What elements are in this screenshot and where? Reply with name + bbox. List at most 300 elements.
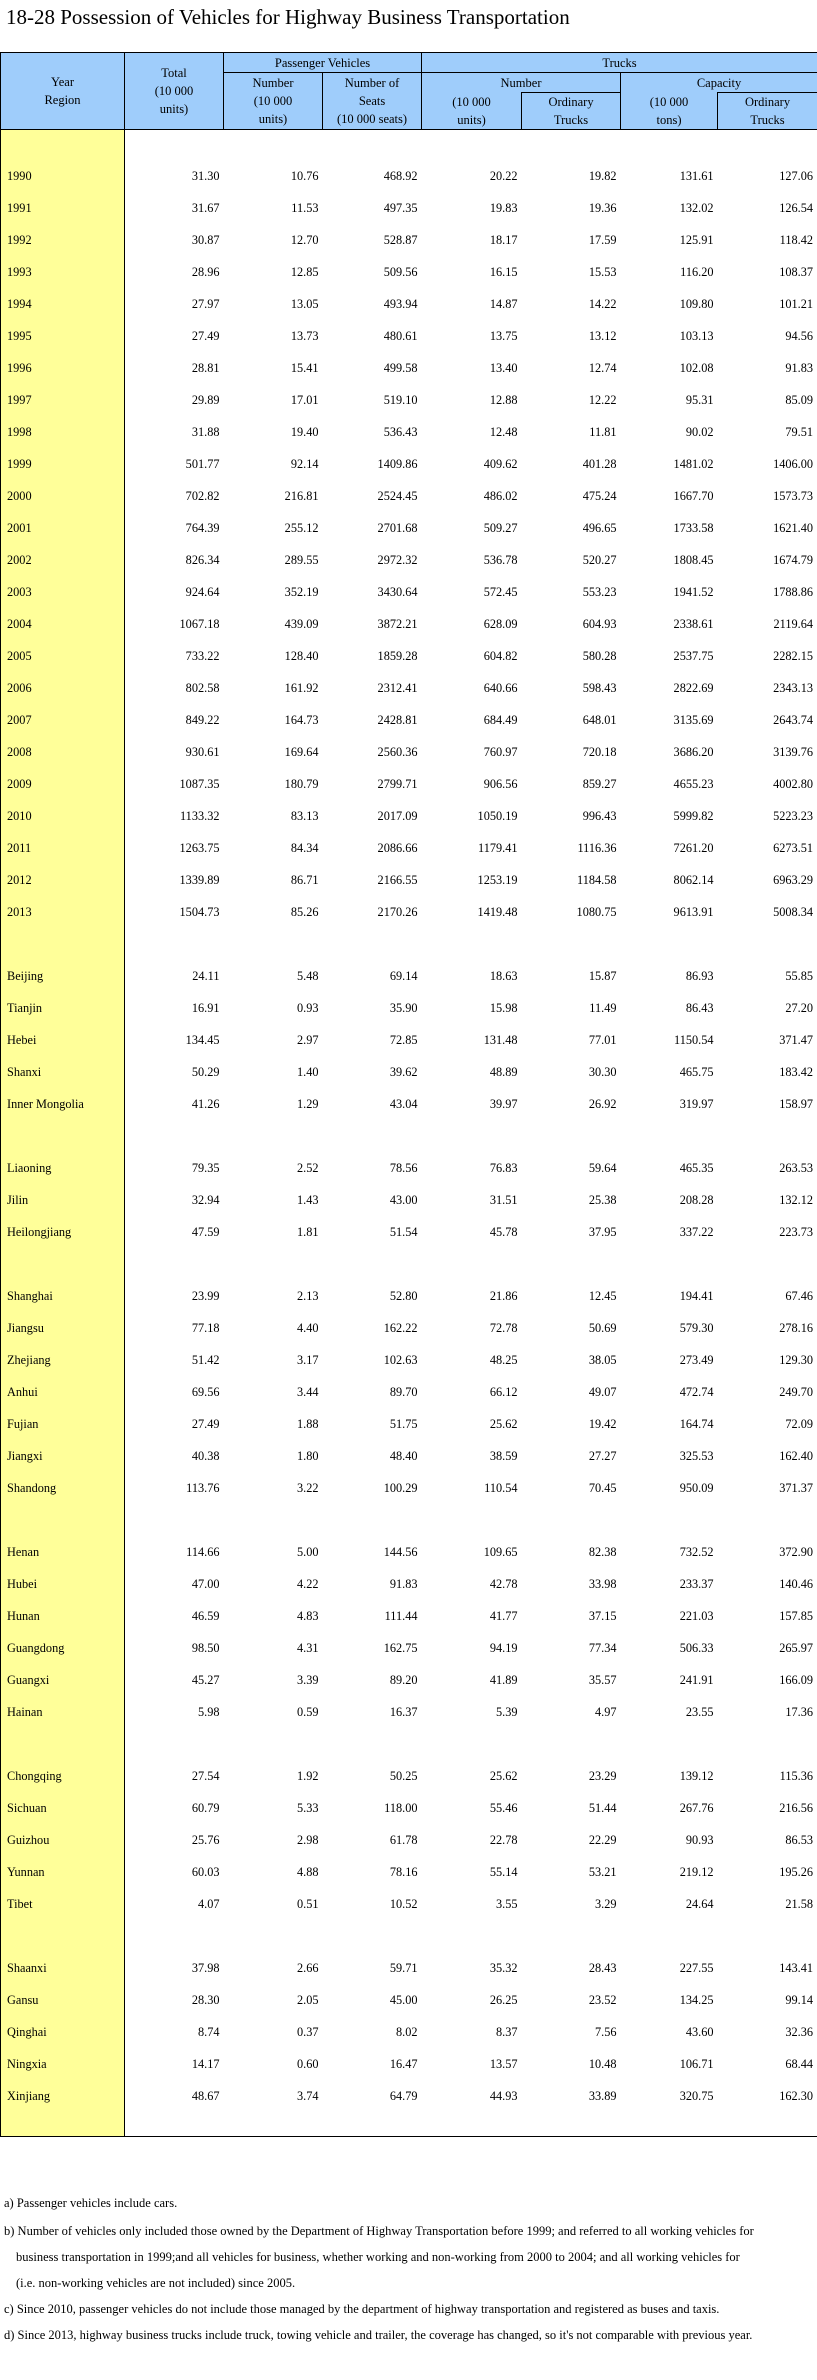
header-pv-number-unit2: units) bbox=[258, 112, 288, 126]
row-value bbox=[323, 1920, 422, 1952]
row-label: 1999 bbox=[1, 448, 125, 480]
row-value: 94.56 bbox=[718, 320, 817, 352]
row-value: 278.16 bbox=[718, 1312, 817, 1344]
row-value: 48.40 bbox=[389, 1449, 418, 1463]
row-value bbox=[718, 1248, 817, 1280]
row-value: 267.76 bbox=[679, 1801, 714, 1815]
row-label bbox=[1, 2112, 125, 2137]
table-row bbox=[1, 1216, 817, 1248]
table-row bbox=[1, 992, 817, 1024]
row-value: 3872.21 bbox=[377, 617, 418, 631]
table-row bbox=[1, 1824, 817, 1856]
row-value: 37.95 bbox=[588, 1225, 617, 1239]
row-value: 27.54 bbox=[191, 1769, 220, 1783]
row-value bbox=[522, 1920, 621, 1952]
table-row bbox=[1, 1024, 817, 1056]
footnote-b: b) Number of vehicles only included those owned by the Department of Highway Transportation before 1999; and referred to all working vehicles for bbox=[4, 2224, 754, 2238]
row-value: 51.75 bbox=[389, 1417, 418, 1431]
row-value: 2086.66 bbox=[377, 841, 418, 855]
row-label: Sichuan bbox=[1, 1792, 125, 1824]
row-value: 579.30 bbox=[679, 1321, 714, 1335]
row-value: 2524.45 bbox=[377, 489, 418, 503]
row-value: 1.80 bbox=[296, 1449, 319, 1463]
header-trucks-group: Trucks bbox=[422, 53, 817, 73]
row-value: 126.54 bbox=[718, 192, 817, 224]
row-value: 263.53 bbox=[718, 1152, 817, 1184]
row-label: Fujian bbox=[1, 1408, 125, 1440]
row-value: 35.32 bbox=[489, 1961, 518, 1975]
footnote-d: d) Since 2013, highway business trucks include truck, towing vehicle and trailer, the coverage has changed, so it's not comparable with previous year. bbox=[4, 2328, 753, 2342]
header-pv-number bbox=[224, 73, 323, 130]
row-value: 12.85 bbox=[290, 265, 319, 279]
row-value: 43.04 bbox=[389, 1097, 418, 1111]
row-value: 1733.58 bbox=[673, 521, 714, 535]
row-value: 127.06 bbox=[718, 160, 817, 192]
row-value: 536.43 bbox=[383, 425, 418, 439]
row-value: 27.27 bbox=[588, 1449, 617, 1463]
row-value: 77.18 bbox=[191, 1321, 220, 1335]
row-value: 134.25 bbox=[679, 1993, 714, 2007]
row-value: 38.59 bbox=[489, 1449, 518, 1463]
spacer-row bbox=[1, 1120, 817, 1152]
row-label: Hubei bbox=[1, 1568, 125, 1600]
row-value: 273.49 bbox=[679, 1353, 714, 1367]
header-tr-ordinary-label2: Trucks bbox=[553, 113, 589, 127]
table-row bbox=[1, 2016, 817, 2048]
row-label bbox=[1, 1920, 125, 1952]
table-row bbox=[1, 768, 817, 800]
row-value: 208.28 bbox=[679, 1193, 714, 1207]
row-value: 51.54 bbox=[389, 1225, 418, 1239]
row-value: 604.93 bbox=[582, 617, 617, 631]
row-value: 134.45 bbox=[185, 1033, 220, 1047]
row-label: 2008 bbox=[1, 736, 125, 768]
row-value bbox=[125, 1248, 224, 1280]
row-label: 1997 bbox=[1, 384, 125, 416]
row-value: 99.14 bbox=[718, 1984, 817, 2016]
footnote-a: a) Passenger vehicles include cars. bbox=[4, 2196, 178, 2210]
row-value: 732.52 bbox=[679, 1545, 714, 1559]
row-value bbox=[718, 1728, 817, 1760]
row-value: 41.77 bbox=[489, 1609, 518, 1623]
row-label: Yunnan bbox=[1, 1856, 125, 1888]
row-value: 52.80 bbox=[389, 1289, 418, 1303]
row-value: 465.35 bbox=[679, 1161, 714, 1175]
row-value: 2119.64 bbox=[718, 608, 817, 640]
row-value: 1116.36 bbox=[577, 841, 617, 855]
row-value: 21.58 bbox=[718, 1888, 817, 1920]
row-value: 0.59 bbox=[296, 1705, 319, 1719]
row-value: 6963.29 bbox=[718, 864, 817, 896]
row-value: 536.78 bbox=[483, 553, 518, 567]
table-row bbox=[1, 864, 817, 896]
row-value: 41.89 bbox=[489, 1673, 518, 1687]
row-value: 2537.75 bbox=[673, 649, 714, 663]
row-label: Guizhou bbox=[1, 1824, 125, 1856]
row-value: 1067.18 bbox=[179, 617, 220, 631]
row-label bbox=[1, 928, 125, 960]
row-label: 2006 bbox=[1, 672, 125, 704]
row-label: Shanxi bbox=[1, 1056, 125, 1088]
table-row bbox=[1, 1376, 817, 1408]
row-label: 2012 bbox=[1, 864, 125, 896]
row-value: 528.87 bbox=[383, 233, 418, 247]
row-value: 91.83 bbox=[389, 1577, 418, 1591]
row-value: 1179.41 bbox=[478, 841, 518, 855]
row-value: 12.74 bbox=[588, 361, 617, 375]
row-label: Tianjin bbox=[1, 992, 125, 1024]
row-value: 108.37 bbox=[718, 256, 817, 288]
row-value: 1.29 bbox=[296, 1097, 319, 1111]
row-label: Anhui bbox=[1, 1376, 125, 1408]
row-value: 31.51 bbox=[489, 1193, 518, 1207]
table-row bbox=[1, 640, 817, 672]
row-value: 684.49 bbox=[483, 713, 518, 727]
row-value: 468.92 bbox=[383, 169, 418, 183]
table-row bbox=[1, 480, 817, 512]
row-label: 2001 bbox=[1, 512, 125, 544]
row-value: 11.49 bbox=[589, 1001, 617, 1015]
row-label: 2007 bbox=[1, 704, 125, 736]
row-value: 2.52 bbox=[296, 1161, 319, 1175]
row-value bbox=[323, 1248, 422, 1280]
table-row bbox=[1, 1088, 817, 1120]
row-value: 924.64 bbox=[185, 585, 220, 599]
row-value: 764.39 bbox=[185, 521, 220, 535]
row-label bbox=[1, 130, 125, 161]
row-value: 12.70 bbox=[290, 233, 319, 247]
row-value bbox=[125, 928, 224, 960]
row-value bbox=[522, 1504, 621, 1536]
row-value bbox=[125, 2112, 224, 2137]
row-value: 27.20 bbox=[718, 992, 817, 1024]
row-value: 0.37 bbox=[296, 2025, 319, 2039]
row-value: 183.42 bbox=[718, 1056, 817, 1088]
row-value: 169.64 bbox=[284, 745, 319, 759]
row-value: 32.94 bbox=[191, 1193, 220, 1207]
row-value: 760.97 bbox=[483, 745, 518, 759]
row-value bbox=[323, 928, 422, 960]
row-value bbox=[125, 130, 224, 161]
row-value: 15.41 bbox=[290, 361, 319, 375]
row-value: 1.88 bbox=[296, 1417, 319, 1431]
row-value bbox=[125, 1504, 224, 1536]
row-value: 1150.54 bbox=[674, 1033, 714, 1047]
row-value: 16.37 bbox=[389, 1705, 418, 1719]
table-row bbox=[1, 1856, 817, 1888]
row-value: 143.41 bbox=[718, 1952, 817, 1984]
row-value bbox=[422, 1920, 522, 1952]
row-value: 47.59 bbox=[191, 1225, 220, 1239]
row-value: 48.67 bbox=[191, 2089, 220, 2103]
row-value: 72.78 bbox=[489, 1321, 518, 1335]
row-value: 98.50 bbox=[191, 1641, 220, 1655]
row-value: 241.91 bbox=[679, 1673, 714, 1687]
row-value: 49.07 bbox=[588, 1385, 617, 1399]
row-value: 475.24 bbox=[582, 489, 617, 503]
row-value: 520.27 bbox=[582, 553, 617, 567]
row-value: 50.69 bbox=[588, 1321, 617, 1335]
row-value: 580.28 bbox=[582, 649, 617, 663]
row-value bbox=[224, 1504, 323, 1536]
header-tr-number-unit1: (10 000 bbox=[452, 94, 491, 109]
header-year: Year bbox=[50, 75, 75, 89]
row-value: 337.22 bbox=[679, 1225, 714, 1239]
row-value: 497.35 bbox=[383, 201, 418, 215]
row-label: 2002 bbox=[1, 544, 125, 576]
row-label: 1991 bbox=[1, 192, 125, 224]
header-pv-seats bbox=[323, 73, 422, 130]
row-value: 996.43 bbox=[582, 809, 617, 823]
spacer-row bbox=[1, 130, 817, 161]
row-value: 90.93 bbox=[685, 1833, 714, 1847]
row-label: 2003 bbox=[1, 576, 125, 608]
row-value: 2822.69 bbox=[673, 681, 714, 695]
row-value bbox=[422, 928, 522, 960]
row-value: 31.88 bbox=[191, 425, 220, 439]
row-value: 47.00 bbox=[191, 1577, 220, 1591]
header-pv-number-label: Number bbox=[252, 76, 294, 90]
table-row bbox=[1, 1664, 817, 1696]
row-value bbox=[224, 1728, 323, 1760]
header-total-unit: (10 000 bbox=[154, 84, 194, 98]
row-value: 162.75 bbox=[383, 1641, 418, 1655]
row-value: 2343.13 bbox=[718, 672, 817, 704]
row-value: 67.46 bbox=[718, 1280, 817, 1312]
row-value bbox=[125, 1728, 224, 1760]
row-value: 8.74 bbox=[197, 2025, 220, 2039]
row-value: 702.82 bbox=[185, 489, 220, 503]
footnote-c: c) Since 2010, passenger vehicles do not include those managed by the department of highway transportation and registered as buses and taxis. bbox=[4, 2302, 720, 2316]
row-value: 2.13 bbox=[296, 1289, 319, 1303]
row-label: Tibet bbox=[1, 1888, 125, 1920]
row-value bbox=[522, 130, 621, 161]
row-value: 28.81 bbox=[191, 361, 220, 375]
row-value: 2338.61 bbox=[673, 617, 714, 631]
row-value: 72.09 bbox=[718, 1408, 817, 1440]
row-value: 102.08 bbox=[679, 361, 714, 375]
row-value: 13.57 bbox=[489, 2057, 518, 2071]
row-value bbox=[323, 1120, 422, 1152]
header-tr-capacity-unit bbox=[621, 93, 718, 130]
row-value: 23.55 bbox=[685, 1705, 714, 1719]
row-value: 37.98 bbox=[191, 1961, 220, 1975]
row-value: 8.02 bbox=[395, 2025, 418, 2039]
spacer-row bbox=[1, 1728, 817, 1760]
table-row bbox=[1, 704, 817, 736]
row-value: 13.73 bbox=[290, 329, 319, 343]
row-value: 1184.58 bbox=[577, 873, 617, 887]
row-value: 64.79 bbox=[389, 2089, 418, 2103]
row-value: 109.65 bbox=[483, 1545, 518, 1559]
row-value: 733.22 bbox=[185, 649, 220, 663]
row-value: 19.83 bbox=[489, 201, 518, 215]
row-value: 3.74 bbox=[296, 2089, 319, 2103]
header-total bbox=[125, 53, 224, 130]
row-value: 116.20 bbox=[680, 265, 714, 279]
row-value bbox=[323, 1728, 422, 1760]
row-value: 60.03 bbox=[191, 1865, 220, 1879]
row-value: 22.78 bbox=[489, 1833, 518, 1847]
row-value bbox=[522, 1248, 621, 1280]
header-year-region bbox=[1, 53, 125, 130]
row-value: 118.00 bbox=[384, 1801, 418, 1815]
row-value: 289.55 bbox=[284, 553, 319, 567]
table-row bbox=[1, 544, 817, 576]
row-value: 3430.64 bbox=[377, 585, 418, 599]
row-value: 10.52 bbox=[389, 1897, 418, 1911]
row-value: 5.48 bbox=[296, 969, 319, 983]
header-tr-cap-ordinary-label: Ordinary bbox=[744, 95, 791, 109]
row-value: 249.70 bbox=[718, 1376, 817, 1408]
row-value: 111.44 bbox=[384, 1609, 418, 1623]
row-label: 1994 bbox=[1, 288, 125, 320]
row-value: 35.57 bbox=[588, 1673, 617, 1687]
row-value: 2.98 bbox=[296, 1833, 319, 1847]
table-row bbox=[1, 608, 817, 640]
row-value: 106.71 bbox=[679, 2057, 714, 2071]
row-value: 89.70 bbox=[389, 1385, 418, 1399]
row-value: 85.26 bbox=[290, 905, 319, 919]
row-value: 77.34 bbox=[588, 1641, 617, 1655]
table-row bbox=[1, 896, 817, 928]
row-value: 41.26 bbox=[191, 1097, 220, 1111]
row-value: 4.97 bbox=[594, 1705, 617, 1719]
row-value: 33.89 bbox=[588, 2089, 617, 2103]
row-value: 509.27 bbox=[483, 521, 518, 535]
row-label: 2000 bbox=[1, 480, 125, 512]
row-value: 553.23 bbox=[582, 585, 617, 599]
row-value: 110.54 bbox=[484, 1481, 518, 1495]
row-value: 648.01 bbox=[582, 713, 617, 727]
row-value: 195.26 bbox=[718, 1856, 817, 1888]
row-value: 519.10 bbox=[383, 393, 418, 407]
row-value: 102.63 bbox=[383, 1353, 418, 1367]
row-value: 14.22 bbox=[588, 297, 617, 311]
row-value: 1667.70 bbox=[673, 489, 714, 503]
row-value: 45.78 bbox=[489, 1225, 518, 1239]
row-value: 1481.02 bbox=[673, 457, 714, 471]
header-pv-seats-unit: (10 000 seats) bbox=[336, 112, 408, 126]
row-value: 1621.40 bbox=[718, 512, 817, 544]
row-value: 18.17 bbox=[489, 233, 518, 247]
row-value: 4002.80 bbox=[718, 768, 817, 800]
row-value: 352.19 bbox=[284, 585, 319, 599]
row-value: 2701.68 bbox=[377, 521, 418, 535]
row-value: 4655.23 bbox=[673, 777, 714, 791]
table-row bbox=[1, 1472, 817, 1504]
row-value bbox=[323, 130, 422, 161]
row-value: 28.30 bbox=[191, 1993, 220, 2007]
row-value: 1.92 bbox=[296, 1769, 319, 1783]
row-value: 69.56 bbox=[191, 1385, 220, 1399]
table-row bbox=[1, 1536, 817, 1568]
row-value: 131.48 bbox=[483, 1033, 518, 1047]
row-value: 72.85 bbox=[389, 1033, 418, 1047]
row-value bbox=[422, 1728, 522, 1760]
row-value: 480.61 bbox=[383, 329, 418, 343]
row-value bbox=[621, 1248, 718, 1280]
row-value bbox=[522, 2112, 621, 2137]
row-label: 1990 bbox=[1, 160, 125, 192]
row-value: 95.31 bbox=[685, 393, 714, 407]
row-value: 51.42 bbox=[191, 1353, 220, 1367]
row-value: 4.07 bbox=[197, 1897, 220, 1911]
table-row bbox=[1, 320, 817, 352]
spacer-row bbox=[1, 928, 817, 960]
row-value bbox=[125, 1920, 224, 1952]
row-value: 1674.79 bbox=[718, 544, 817, 576]
row-value: 265.97 bbox=[718, 1632, 817, 1664]
row-value: 506.33 bbox=[679, 1641, 714, 1655]
row-value: 3.22 bbox=[296, 1481, 319, 1495]
row-value: 78.16 bbox=[389, 1865, 418, 1879]
row-label: Xinjiang bbox=[1, 2080, 125, 2112]
row-value: 44.93 bbox=[489, 2089, 518, 2103]
row-value: 0.51 bbox=[296, 1897, 319, 1911]
row-label: 1992 bbox=[1, 224, 125, 256]
row-value: 1339.89 bbox=[179, 873, 220, 887]
table-row bbox=[1, 1408, 817, 1440]
row-value: 13.75 bbox=[489, 329, 518, 343]
row-value: 14.87 bbox=[489, 297, 518, 311]
row-label: Qinghai bbox=[1, 2016, 125, 2048]
header-tr-capacity-unit2: tons) bbox=[656, 112, 682, 127]
row-value: 906.56 bbox=[483, 777, 518, 791]
row-value bbox=[422, 1504, 522, 1536]
row-value: 1.81 bbox=[296, 1225, 319, 1239]
row-value bbox=[621, 130, 718, 161]
row-value bbox=[718, 1504, 817, 1536]
row-value: 486.02 bbox=[483, 489, 518, 503]
row-value: 86.43 bbox=[685, 1001, 714, 1015]
row-value: 140.46 bbox=[718, 1568, 817, 1600]
table-row bbox=[1, 416, 817, 448]
row-value: 1808.45 bbox=[673, 553, 714, 567]
row-value: 223.73 bbox=[718, 1216, 817, 1248]
row-value: 9613.91 bbox=[673, 905, 714, 919]
row-value: 51.44 bbox=[588, 1801, 617, 1815]
row-label: Gansu bbox=[1, 1984, 125, 2016]
row-value bbox=[422, 130, 522, 161]
footnote-b-cont2: (i.e. non-working vehicles are not included) since 2005. bbox=[16, 2276, 296, 2290]
row-value: 1.40 bbox=[296, 1065, 319, 1079]
row-value: 598.43 bbox=[582, 681, 617, 695]
row-value: 157.85 bbox=[718, 1600, 817, 1632]
row-value: 509.56 bbox=[383, 265, 418, 279]
header-tr-ordinary bbox=[522, 93, 621, 130]
header-pv-seats-label: Number of bbox=[344, 76, 400, 90]
row-value: 255.12 bbox=[284, 521, 319, 535]
row-value: 826.34 bbox=[185, 553, 220, 567]
row-value: 8062.14 bbox=[673, 873, 714, 887]
row-value: 43.60 bbox=[685, 2025, 714, 2039]
row-label: Shandong bbox=[1, 1472, 125, 1504]
row-value bbox=[422, 1248, 522, 1280]
header-total-unit2: units) bbox=[159, 102, 189, 116]
table-row bbox=[1, 352, 817, 384]
row-value: 27.49 bbox=[191, 329, 220, 343]
header-tr-number-unit bbox=[422, 93, 522, 130]
table-row bbox=[1, 1984, 817, 2016]
row-value: 628.09 bbox=[483, 617, 518, 631]
footnote-b-cont1: business transportation in 1999;and all vehicles for business, whether working and non-working from 2000 to 2004; and all working vehicles for bbox=[16, 2250, 740, 2264]
row-value: 166.09 bbox=[718, 1664, 817, 1696]
row-value: 26.25 bbox=[489, 1993, 518, 2007]
row-value: 48.89 bbox=[489, 1065, 518, 1079]
table-row bbox=[1, 1152, 817, 1184]
row-value: 499.58 bbox=[383, 361, 418, 375]
